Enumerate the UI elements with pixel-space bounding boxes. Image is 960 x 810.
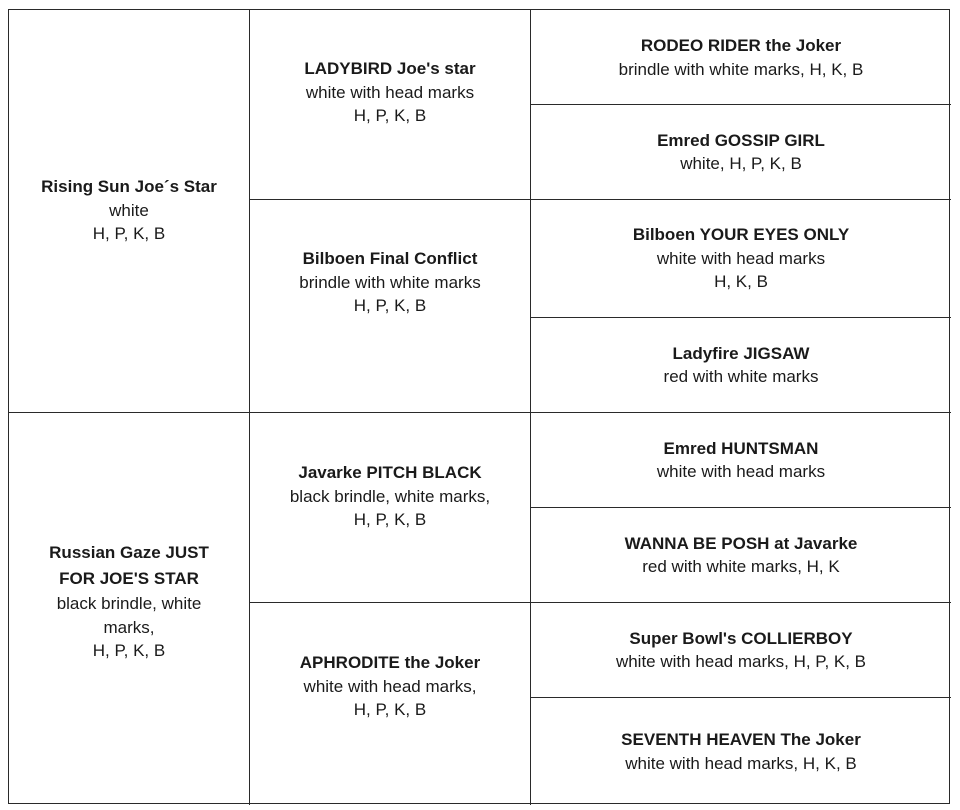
dds-details: white with head marks, H, P, K, B [615, 652, 867, 671]
ssd-cell [530, 104, 951, 199]
sire-dam-tests: H, P, K, B [353, 296, 427, 315]
sire-name: Rising Sun Joe´s Star [41, 177, 217, 196]
sire-sire-color: white with head marks [305, 82, 475, 102]
dam-name-line-1: Russian Gaze JUST [49, 543, 209, 562]
ddd-details: white with head marks, H, K, B [625, 753, 857, 773]
dss-name: Emred HUNTSMAN [663, 438, 819, 458]
dam-dam-tests: H, P, K, B [353, 700, 427, 719]
dam-color-line-1: black brindle, white [56, 594, 202, 613]
dam-tests: H, P, K, B [92, 641, 166, 660]
dam-sire-color: black brindle, white marks, [289, 486, 491, 506]
ssd-details: white, H, P, K, B [680, 154, 802, 173]
ddd-name: SEVENTH HEAVEN The Joker [621, 730, 861, 749]
sds-name: Bilboen YOUR EYES ONLY [632, 225, 850, 245]
dam-sire-tests: H, P, K, B [353, 510, 427, 529]
sss-name: RODEO RIDER the Joker [640, 36, 842, 55]
sdd-cell [530, 317, 951, 412]
dsd-name: WANNA BE POSH at Javarke [624, 533, 858, 553]
sdd-details: red with white marks [663, 367, 819, 386]
sss-cell [530, 10, 951, 104]
sire-dam-color: brindle with white marks [299, 272, 481, 292]
dam-dam-name: APHRODITE the Joker [299, 653, 481, 672]
sire-cell [9, 10, 249, 412]
dam-sire-name: Javarke PITCH BLACK [298, 463, 482, 482]
dds-name: Super Bowl's COLLIERBOY [629, 628, 853, 648]
dds-cell [530, 602, 951, 697]
ddd-cell [530, 697, 951, 805]
dss-cell [530, 412, 951, 507]
sdd-name: Ladyfire JIGSAW [672, 343, 810, 363]
dsd-details: red with white marks, H, K [642, 557, 840, 576]
dsd-cell [530, 507, 951, 602]
sire-color: white [109, 200, 149, 220]
sds-cell [530, 199, 951, 317]
dam-dam-color: white with head marks, [303, 676, 477, 696]
sire-dam-cell [249, 199, 530, 412]
sire-dam-name: Bilboen Final Conflict [302, 249, 478, 268]
sire-sire-cell [249, 10, 530, 199]
dss-details: white with head marks [656, 462, 826, 481]
ssd-name: Emred GOSSIP GIRL [657, 130, 825, 150]
sss-details: brindle with white marks, H, K, B [618, 59, 864, 79]
pedigree-table [8, 9, 950, 804]
sire-sire-tests: H, P, K, B [353, 106, 427, 125]
dam-dam-cell [249, 602, 530, 805]
dam-name-line-2: FOR JOE'S STAR [59, 569, 199, 588]
sds-color: white with head marks [656, 248, 826, 268]
dam-cell [9, 412, 249, 805]
dam-sire-cell [249, 412, 530, 602]
sire-sire-name: LADYBIRD Joe's star [304, 59, 476, 78]
dam-color-line-2: marks, [103, 617, 155, 637]
sds-tests: H, K, B [714, 272, 768, 292]
sire-tests: H, P, K, B [92, 224, 166, 243]
